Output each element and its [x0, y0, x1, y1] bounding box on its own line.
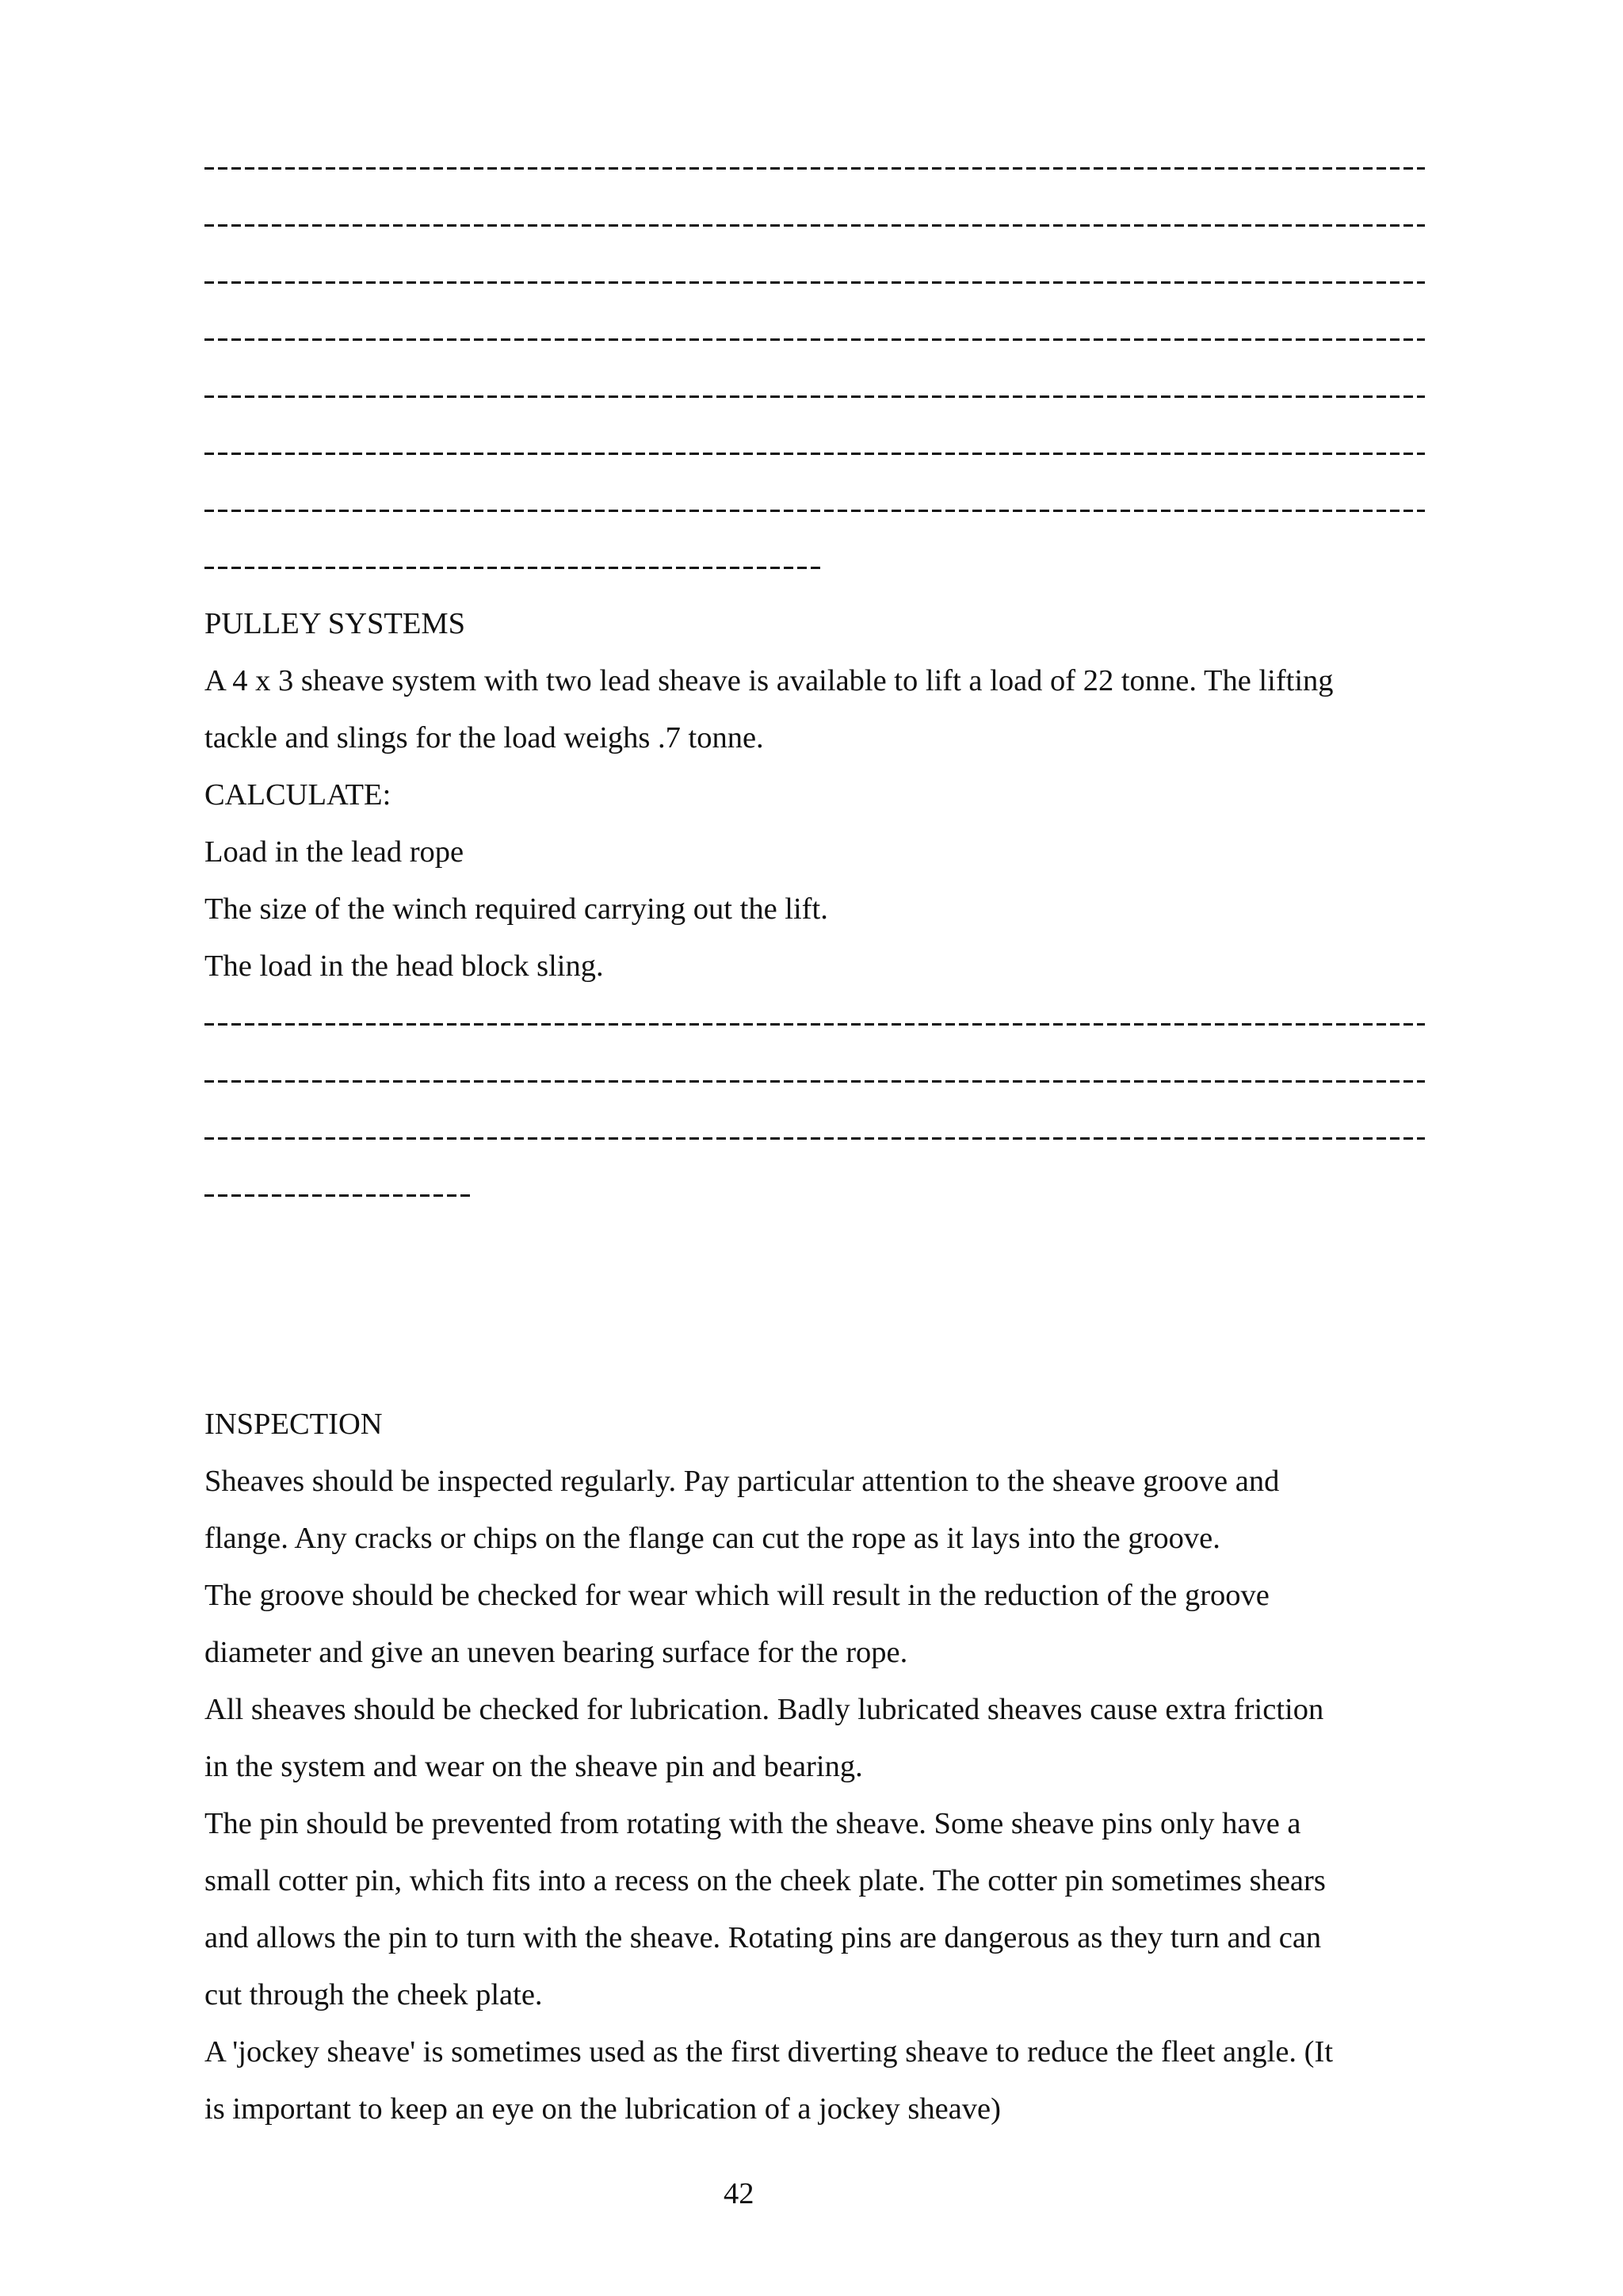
problem-text: tackle and slings for the load weighs .7 tonne.: [204, 721, 764, 755]
section-heading-inspection: INSPECTION: [204, 1408, 383, 1441]
body-text: cut through the cheek plate.: [204, 1978, 543, 2011]
section-heading-pulley-systems: PULLEY SYSTEMS: [204, 607, 466, 640]
answer-line: [204, 338, 1425, 341]
body-text: in the system and wear on the sheave pin and bearing.: [204, 1750, 863, 1783]
body-text: diameter and give an uneven bearing surface for the rope.: [204, 1636, 908, 1669]
body-text: The pin should be prevented from rotating with the sheave. Some sheave pins only have a: [204, 1807, 1301, 1840]
answer-line-short: [204, 1194, 470, 1197]
answer-line: [204, 281, 1425, 284]
body-text: flange. Any cracks or chips on the flange can cut the rope as it lays into the groove.: [204, 1522, 1220, 1555]
body-text: The groove should be checked for wear which will result in the reduction of the groove: [204, 1579, 1270, 1612]
body-text: A 'jockey sheave' is sometimes used as the first diverting sheave to reduce the fleet angle. (It: [204, 2035, 1334, 2069]
body-text: and allows the pin to turn with the sheave. Rotating pins are dangerous as they turn and can: [204, 1921, 1322, 1954]
body-text: Sheaves should be inspected regularly. Pay particular attention to the sheave groove and: [204, 1465, 1280, 1498]
answer-line: [204, 453, 1425, 455]
answer-line-short: [204, 567, 823, 569]
answer-line: [204, 1137, 1425, 1140]
answer-line: [204, 1080, 1425, 1083]
calculate-label: CALCULATE:: [204, 778, 391, 812]
answer-line: [204, 1023, 1425, 1026]
body-text: is important to keep an eye on the lubrication of a jockey sheave): [204, 2092, 1001, 2126]
problem-text: A 4 x 3 sheave system with two lead sheave is available to lift a load of 22 tonne. The lifting: [204, 664, 1334, 697]
body-text: small cotter pin, which fits into a recess on the cheek plate. The cotter pin sometimes shears: [204, 1864, 1326, 1897]
body-text: All sheaves should be checked for lubrication. Badly lubricated sheaves cause extra friction: [204, 1693, 1324, 1726]
answer-line: [204, 167, 1425, 170]
calculate-item: Load in the lead rope: [204, 835, 464, 869]
calculate-item: The load in the head block sling.: [204, 949, 604, 983]
answer-line: [204, 510, 1425, 512]
calculate-item: The size of the winch required carrying out the lift.: [204, 892, 828, 926]
answer-line: [204, 224, 1425, 227]
page-number: 42: [724, 2177, 754, 2210]
answer-line: [204, 395, 1425, 398]
